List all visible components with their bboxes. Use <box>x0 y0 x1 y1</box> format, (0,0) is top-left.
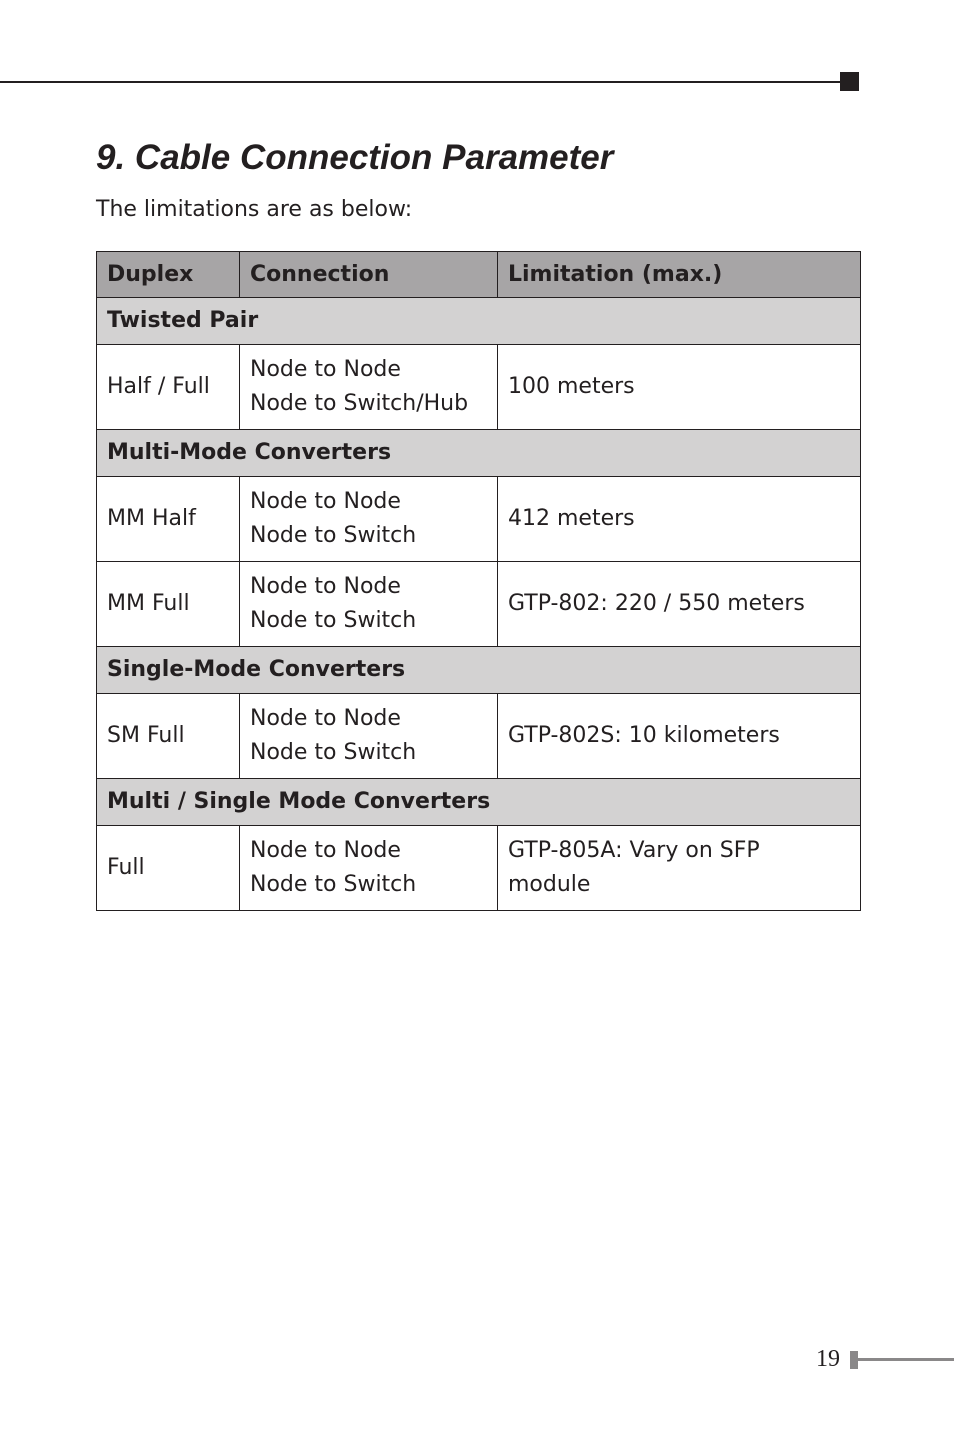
header-rule <box>0 81 842 83</box>
page-title: 9. Cable Connection Parameter <box>96 138 614 177</box>
header-square-marker <box>840 72 859 91</box>
cell-connection <box>240 562 498 647</box>
cell-limitation: 100 meters <box>498 345 861 430</box>
cell-duplex: MM Full <box>97 562 240 647</box>
cell-duplex: SM Full <box>97 694 240 779</box>
cell-connection <box>240 345 498 430</box>
cell-duplex: Full <box>97 826 240 911</box>
header-duplex: Duplex <box>97 252 240 298</box>
table-row <box>97 477 861 562</box>
cell-duplex: Half / Full <box>97 345 240 430</box>
cell-connection <box>240 477 498 562</box>
cell-limitation: GTP-802: 220 / 550 meters <box>498 562 861 647</box>
cell-limitation <box>498 826 861 911</box>
section-row-twisted-pair <box>97 298 861 345</box>
section-row-multi-mode <box>97 430 861 477</box>
limitation-line: module <box>508 872 591 897</box>
cell-limitation: 412 meters <box>498 477 861 562</box>
section-label: Multi / Single Mode Converters <box>97 779 861 826</box>
footer-rule <box>858 1358 954 1361</box>
section-row-single-mode <box>97 647 861 694</box>
cell-duplex: MM Half <box>97 477 240 562</box>
connection-line: Node to Node <box>250 706 401 731</box>
connection-line: Node to Node <box>250 489 401 514</box>
footer-block-marker <box>850 1351 858 1369</box>
limitation-line: GTP-805A: Vary on SFP <box>508 838 760 863</box>
table-row <box>97 345 861 430</box>
cell-connection <box>240 826 498 911</box>
connection-line: Node to Switch <box>250 523 417 548</box>
connection-line: Node to Switch <box>250 740 417 765</box>
header-connection: Connection <box>240 252 498 298</box>
intro-text: The limitations are as below: <box>96 197 413 222</box>
cell-limitation: GTP-802S: 10 kilometers <box>498 694 861 779</box>
section-label: Twisted Pair <box>97 298 861 345</box>
connection-line: Node to Node <box>250 574 401 599</box>
cell-connection <box>240 694 498 779</box>
connection-line: Node to Switch <box>250 872 417 897</box>
table-row <box>97 826 861 911</box>
connection-line: Node to Switch/Hub <box>250 391 469 416</box>
section-label: Multi-Mode Converters <box>97 430 861 477</box>
connection-line: Node to Node <box>250 838 401 863</box>
connection-line: Node to Node <box>250 357 401 382</box>
section-label: Single-Mode Converters <box>97 647 861 694</box>
page-number: 19 <box>816 1346 840 1372</box>
connection-line: Node to Switch <box>250 608 417 633</box>
header-limitation: Limitation (max.) <box>498 252 861 298</box>
cable-limitations-table <box>96 251 861 911</box>
table-row <box>97 562 861 647</box>
section-row-multi-single-mode <box>97 779 861 826</box>
table-row <box>97 694 861 779</box>
table-header-row <box>97 252 861 298</box>
